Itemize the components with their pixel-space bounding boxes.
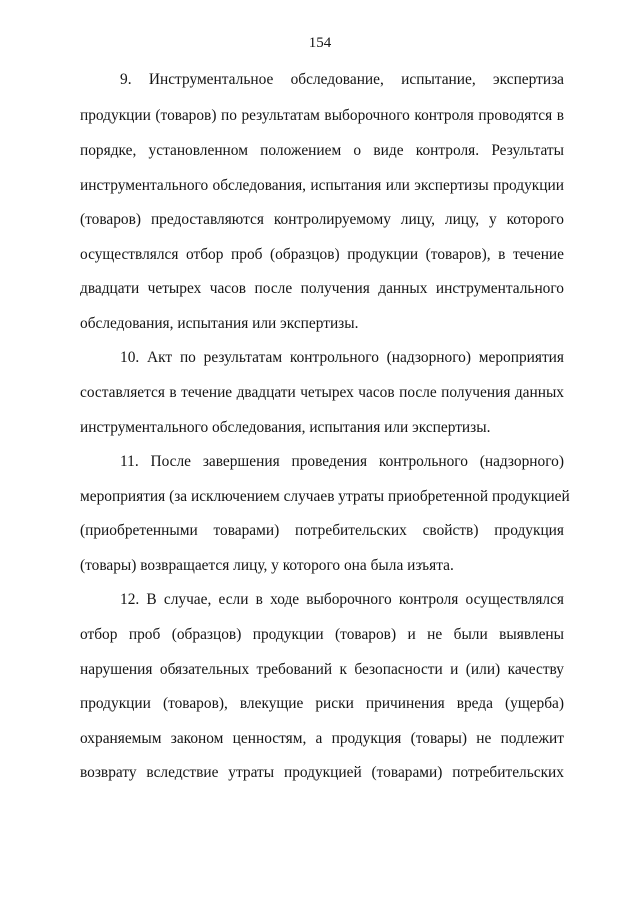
text-line: осуществлялся отбор проб (образцов) продукции (товаров), в течение xyxy=(80,246,564,263)
text-line: инструментального обследования, испытания или экспертизы. xyxy=(80,419,491,436)
text-line: продукции (товаров) по результатам выборочного контроля проводятся в xyxy=(80,107,564,124)
text-line: составляется в течение двадцати четырех часов после получения данных xyxy=(80,384,564,401)
text-line: 10. Акт по результатам контрольного (надзорного) мероприятия xyxy=(120,349,564,366)
text-line: (товары) возвращается лицу, у которого она была изъята. xyxy=(80,557,454,574)
text-line: возврату вследствие утраты продукцией (товарами) потребительских xyxy=(80,764,564,781)
text-line: мероприятия (за исключением случаев утраты приобретенной продукцией xyxy=(80,488,570,505)
text-line: нарушения обязательных требований к безопасности и (или) качеству xyxy=(80,661,564,678)
text-line: 11. После завершения проведения контрольного (надзорного) xyxy=(120,453,564,470)
text-line: (товаров) предоставляются контролируемому лицу, лицу, у которого xyxy=(80,211,564,228)
text-line: двадцати четырех часов после получения данных инструментального xyxy=(80,280,564,297)
text-line: охраняемым законом ценностям, а продукция (товары) не подлежит xyxy=(80,730,564,747)
text-line: 12. В случае, если в ходе выборочного контроля осуществлялся xyxy=(120,591,564,608)
text-line: 9. Инструментальное обследование, испытание, экспертиза xyxy=(120,71,564,88)
text-line: отбор проб (образцов) продукции (товаров) и не были выявлены xyxy=(80,626,564,643)
text-line: (приобретенными товарами) потребительских свойств) продукция xyxy=(80,522,564,539)
text-line: обследования, испытания или экспертизы. xyxy=(80,315,359,332)
text-line: инструментального обследования, испытания или экспертизы продукции xyxy=(80,177,564,194)
text-line: продукции (товаров), влекущие риски причинения вреда (ущерба) xyxy=(80,695,564,712)
page-number: 154 xyxy=(308,35,332,51)
text-line: порядке, установленном положением о виде контроля. Результаты xyxy=(80,142,564,159)
